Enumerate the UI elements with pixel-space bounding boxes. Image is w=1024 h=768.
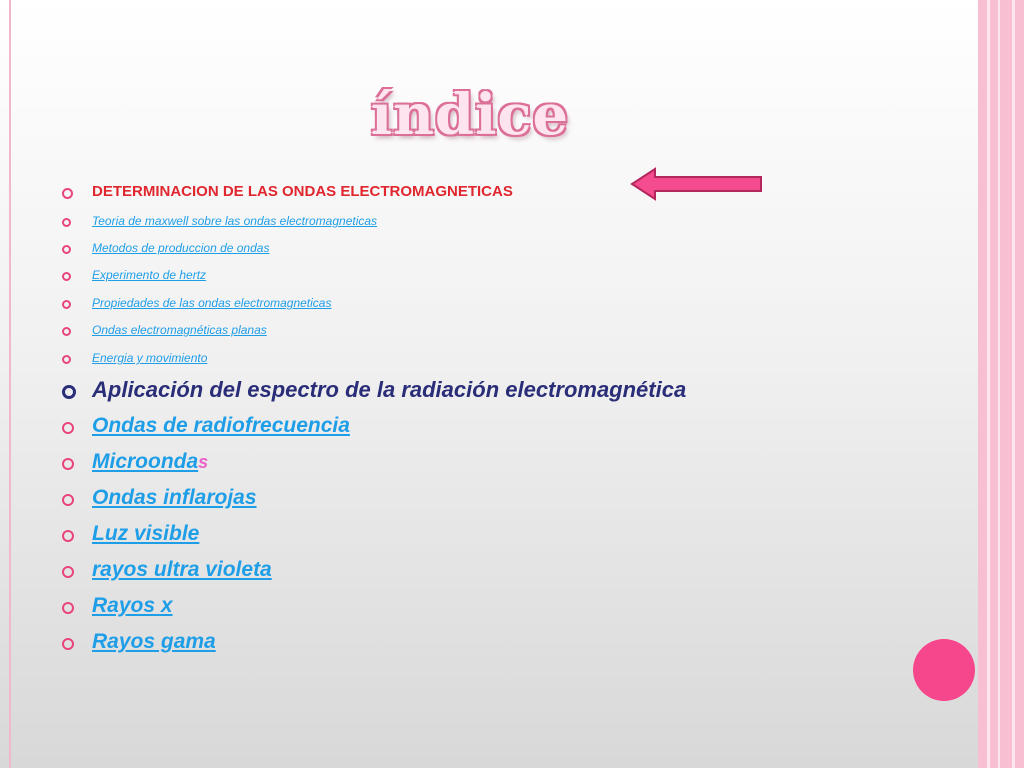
bullet-icon [62,638,74,650]
list-item-link[interactable]: Propiedades de las ondas electromagneticas [92,296,332,310]
list-item-link[interactable]: rayos ultra violeta [92,558,272,581]
bullet-icon [62,602,74,614]
bullet-icon [62,530,74,542]
bullet-icon [62,245,71,254]
bullet-icon [62,458,74,470]
bullet-icon [62,300,71,309]
bullet-icon [62,355,71,364]
left-arrow-icon [630,165,764,205]
list-item-link[interactable]: Metodos de produccion de ondas [92,241,270,255]
bullet-icon [62,422,74,434]
list-item-link[interactable]: Ondas inflarojas [92,486,257,509]
bullet-icon [62,188,73,199]
left-decorative-stripe [0,0,11,768]
bullet-icon [62,566,74,578]
bullet-icon [62,272,71,281]
list-item-link[interactable]: Ondas electromagnéticas planas [92,323,267,337]
bullet-icon [62,385,76,399]
list-item-link[interactable]: Rayos gama [92,630,216,653]
list-item-link[interactable]: Ondas de radiofrecuencia [92,414,350,437]
list-item-text: Aplicación del espectro de la radiación electromagnética [92,377,687,402]
bullet-icon [62,494,74,506]
list-item-link[interactable]: Luz visible [92,522,200,545]
list-item-suffix: s [198,452,209,472]
slide-title: índice [370,82,570,148]
list-item-link[interactable]: Teoria de maxwell sobre las ondas electromagneticas [92,214,378,228]
list-item-text: DETERMINACION DE LAS ONDAS ELECTROMAGNETICAS [92,183,513,200]
pink-circle-decoration [913,639,975,701]
list-item-link[interactable]: Energia y movimiento [92,351,208,365]
list-item-link[interactable]: Rayos x [92,594,173,617]
bullet-icon [62,218,71,227]
list-item-link[interactable]: Microonda [92,450,199,473]
bullet-icon [62,327,71,336]
right-decorative-band [978,0,1024,768]
list-item-link[interactable]: Experimento de hertz [92,268,207,282]
